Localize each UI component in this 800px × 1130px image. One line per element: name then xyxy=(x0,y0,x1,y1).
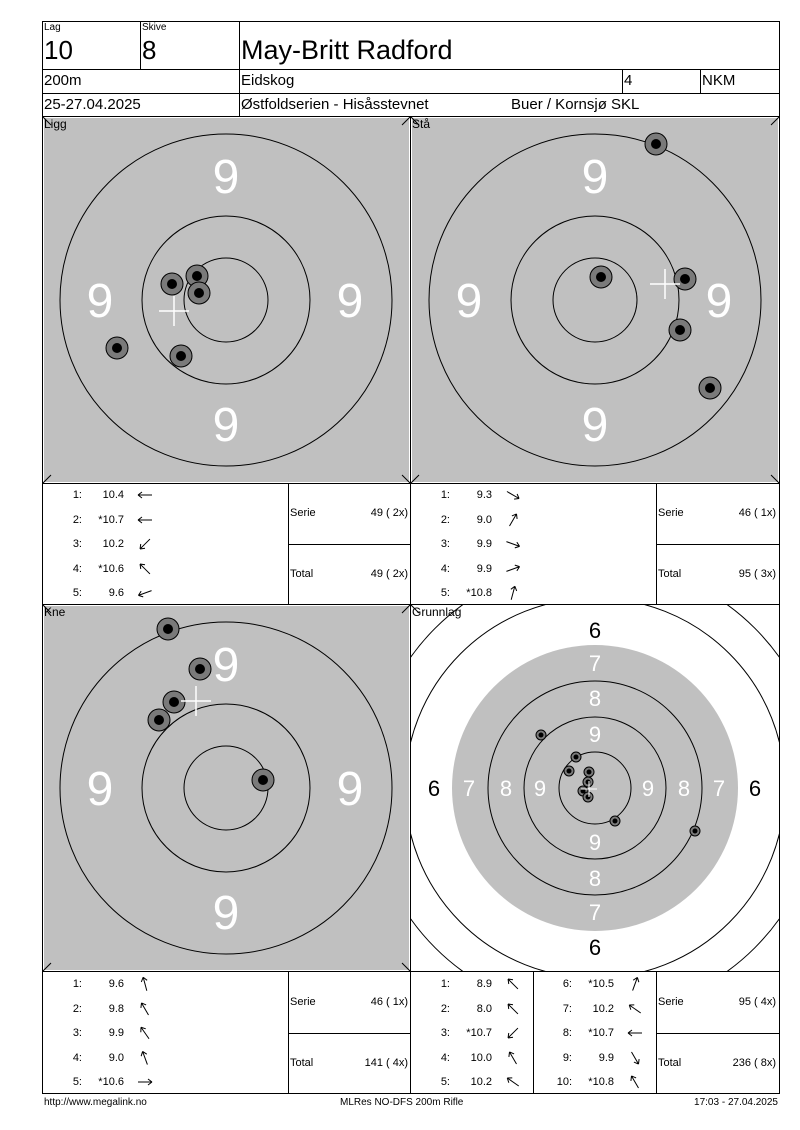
ring-7-bottom: 7 xyxy=(588,900,602,925)
direction-arrow-icon xyxy=(504,1025,522,1041)
shot-value: 9.9 xyxy=(598,1051,614,1064)
shot-row xyxy=(412,1003,532,1017)
lag-label: Lag xyxy=(44,22,61,33)
event-name: Østfoldserien - Hisåsstevnet xyxy=(241,96,429,113)
shot-row xyxy=(44,514,164,528)
direction-arrow-icon xyxy=(136,585,154,601)
ring-6-right: 6 xyxy=(748,776,762,801)
shot-number: 3: xyxy=(440,1027,450,1039)
ring-6-left: 6 xyxy=(427,776,441,801)
total-value: 236 ( 8x) xyxy=(732,1057,776,1069)
shot-value: 10.0 xyxy=(470,1051,492,1064)
shot-row xyxy=(44,538,164,552)
shot-row xyxy=(534,1052,654,1066)
ring-label-right: 9 xyxy=(705,275,733,328)
ring-9-left: 9 xyxy=(533,776,547,801)
ring-label-bottom: 9 xyxy=(581,399,609,452)
shot-row xyxy=(412,1027,532,1041)
ring-8-top: 8 xyxy=(588,686,602,711)
direction-arrow-icon xyxy=(136,976,154,992)
ring-label-bottom: 9 xyxy=(212,887,240,940)
panel-label-ligg: Ligg xyxy=(44,117,67,131)
ring-label-top: 9 xyxy=(581,151,609,204)
shot-value: 9.9 xyxy=(476,538,492,550)
shot-number: 10: xyxy=(556,1076,572,1088)
shot-value: 9.6 xyxy=(108,587,124,599)
serie-label: Serie xyxy=(658,507,684,519)
shooter-name: May-Britt Radford xyxy=(241,35,453,65)
skive-label: Skive xyxy=(142,22,167,33)
direction-arrow-icon xyxy=(136,512,154,528)
target-ligg xyxy=(43,117,410,483)
shot-row xyxy=(44,587,164,601)
shot-number: 4: xyxy=(440,562,450,575)
direction-arrow-icon xyxy=(626,976,644,992)
shot-row xyxy=(44,1076,164,1090)
shot-value: 10.2 xyxy=(592,1002,614,1015)
direction-arrow-icon xyxy=(136,1050,154,1066)
total-value: 141 ( 4x) xyxy=(364,1057,408,1069)
shot-number: 5: xyxy=(440,587,450,599)
shot-row xyxy=(412,587,532,601)
ring-9-right: 9 xyxy=(641,776,655,801)
ring-8-right: 8 xyxy=(677,776,691,801)
ring-label-top: 9 xyxy=(212,151,240,204)
ring-8-bottom: 8 xyxy=(588,866,602,891)
shot-number: 1: xyxy=(440,978,450,990)
shot-number: 4: xyxy=(72,562,82,575)
shot-number: 8: xyxy=(562,1027,572,1039)
shot-value: 9.9 xyxy=(108,1027,124,1039)
direction-arrow-icon xyxy=(626,1001,644,1017)
shot-value: *10.7 xyxy=(466,1027,492,1039)
shot-row xyxy=(412,978,532,992)
serie-label: Serie xyxy=(658,996,684,1008)
serie-label: Serie xyxy=(290,507,316,519)
shot-value: *10.6 xyxy=(98,562,124,575)
ring-6-top: 6 xyxy=(588,618,602,643)
direction-arrow-icon xyxy=(136,561,154,577)
direction-arrow-icon xyxy=(504,585,522,601)
shot-row xyxy=(412,1052,532,1066)
shot-row xyxy=(534,978,654,992)
shot-number: 1: xyxy=(72,978,82,990)
shot-value: 9.8 xyxy=(108,1002,124,1015)
ring-label-left: 9 xyxy=(455,275,483,328)
shot-value: 9.0 xyxy=(476,513,492,526)
shot-row xyxy=(44,1052,164,1066)
ring-label-right: 9 xyxy=(336,763,364,816)
shot-number: 2: xyxy=(72,1002,82,1015)
shot-value: 9.9 xyxy=(476,562,492,575)
direction-arrow-icon xyxy=(136,536,154,552)
panel-label-grunnlag: Grunnlag xyxy=(412,605,462,619)
shot-value: 9.6 xyxy=(108,978,124,990)
shot-number: 9: xyxy=(562,1051,572,1064)
direction-arrow-icon xyxy=(504,487,522,503)
serie-value: 46 ( 1x) xyxy=(370,996,408,1008)
shot-number: 5: xyxy=(72,587,82,599)
footer-timestamp: 17:03 - 27.04.2025 xyxy=(694,1097,778,1108)
direction-arrow-icon xyxy=(626,1025,644,1041)
direction-arrow-icon xyxy=(504,536,522,552)
direction-arrow-icon xyxy=(136,1074,154,1090)
direction-arrow-icon xyxy=(136,487,154,503)
shot-row xyxy=(412,489,532,503)
direction-arrow-icon xyxy=(504,1074,522,1090)
shot-row xyxy=(412,563,532,577)
serie-label: Serie xyxy=(290,996,316,1008)
lag-value: 10 xyxy=(44,35,73,65)
ring-7-left: 7 xyxy=(462,776,476,801)
target-grunnlag xyxy=(411,605,779,971)
ring-label-left: 9 xyxy=(86,763,114,816)
date: 25-27.04.2025 xyxy=(44,96,141,113)
total-label: Total xyxy=(290,1057,314,1069)
ring-7-top: 7 xyxy=(588,651,602,676)
shot-number: 3: xyxy=(440,538,450,550)
shot-row xyxy=(412,538,532,552)
panel-label-kne: Kne xyxy=(44,605,66,619)
shot-row xyxy=(534,1076,654,1090)
footer-program: MLRes NO-DFS 200m Rifle xyxy=(340,1097,464,1108)
direction-arrow-icon xyxy=(504,1001,522,1017)
shot-value: *10.7 xyxy=(98,513,124,526)
club: Eidskog xyxy=(241,72,295,89)
shot-value: 9.3 xyxy=(476,489,492,501)
shot-row xyxy=(412,514,532,528)
shot-value: *10.8 xyxy=(466,587,492,599)
direction-arrow-icon xyxy=(626,1050,644,1066)
ring-label-left: 9 xyxy=(86,275,114,328)
total-value: 95 ( 3x) xyxy=(738,568,776,580)
direction-arrow-icon xyxy=(626,1074,644,1090)
shot-number: 1: xyxy=(72,489,82,501)
footer-url[interactable]: http://www.megalink.no xyxy=(44,1097,147,1108)
shot-value: *10.7 xyxy=(588,1027,614,1039)
serie-value: 49 ( 2x) xyxy=(370,507,408,519)
direction-arrow-icon xyxy=(504,1050,522,1066)
shot-value: *10.6 xyxy=(98,1076,124,1088)
target-kne xyxy=(43,605,410,971)
panel-label-staa: Stå xyxy=(412,117,431,131)
shot-value: 8.9 xyxy=(476,978,492,990)
shot-row xyxy=(412,1076,532,1090)
shot-value: 8.0 xyxy=(476,1002,492,1015)
shot-row xyxy=(44,563,164,577)
ring-label-right: 9 xyxy=(336,275,364,328)
shot-number: 5: xyxy=(72,1076,82,1088)
shot-value: *10.8 xyxy=(588,1076,614,1088)
direction-arrow-icon xyxy=(136,1025,154,1041)
direction-arrow-icon xyxy=(504,561,522,577)
shot-value: *10.5 xyxy=(588,978,614,990)
shot-number: 3: xyxy=(72,538,82,550)
total-label: Total xyxy=(658,568,682,580)
shot-number: 2: xyxy=(440,1002,450,1015)
shot-value: 10.2 xyxy=(470,1076,492,1088)
shot-number: 2: xyxy=(440,513,450,526)
venue: Buer / Kornsjø SKL xyxy=(511,96,640,113)
ring-9-top: 9 xyxy=(588,722,602,747)
category: NKM xyxy=(702,72,736,89)
shot-row xyxy=(44,1027,164,1041)
skive-value: 8 xyxy=(142,35,157,65)
direction-arrow-icon xyxy=(504,976,522,992)
serie-value: 95 ( 4x) xyxy=(738,996,776,1008)
shot-value: 9.0 xyxy=(108,1051,124,1064)
shot-number: 4: xyxy=(440,1051,450,1064)
shot-number: 4: xyxy=(72,1051,82,1064)
shot-value: 10.4 xyxy=(102,489,124,501)
ring-6-bottom: 6 xyxy=(588,935,602,960)
total-label: Total xyxy=(658,1057,682,1069)
shot-row xyxy=(44,978,164,992)
direction-arrow-icon xyxy=(504,512,522,528)
shot-number: 2: xyxy=(72,513,82,526)
ring-9-bottom: 9 xyxy=(588,830,602,855)
shot-row xyxy=(44,1003,164,1017)
shot-row xyxy=(534,1027,654,1041)
total-label: Total xyxy=(290,568,314,580)
shot-row xyxy=(44,489,164,503)
ring-label-bottom: 9 xyxy=(212,399,240,452)
ring-8-left: 8 xyxy=(499,776,513,801)
serie-value: 46 ( 1x) xyxy=(738,507,776,519)
shot-number: 1: xyxy=(440,489,450,501)
total-value: 49 ( 2x) xyxy=(370,568,408,580)
shot-number: 7: xyxy=(562,1002,572,1015)
ring-7-right: 7 xyxy=(712,776,726,801)
shot-number: 3: xyxy=(72,1027,82,1039)
shot-row xyxy=(534,1003,654,1017)
target-staa xyxy=(411,117,779,483)
direction-arrow-icon xyxy=(136,1001,154,1017)
class: 4 xyxy=(624,72,633,89)
shot-number: 5: xyxy=(440,1076,450,1088)
shot-value: 10.2 xyxy=(102,538,124,550)
shot-number: 6: xyxy=(562,978,572,990)
ring-label-top: 9 xyxy=(212,639,240,692)
distance: 200m xyxy=(44,72,82,89)
